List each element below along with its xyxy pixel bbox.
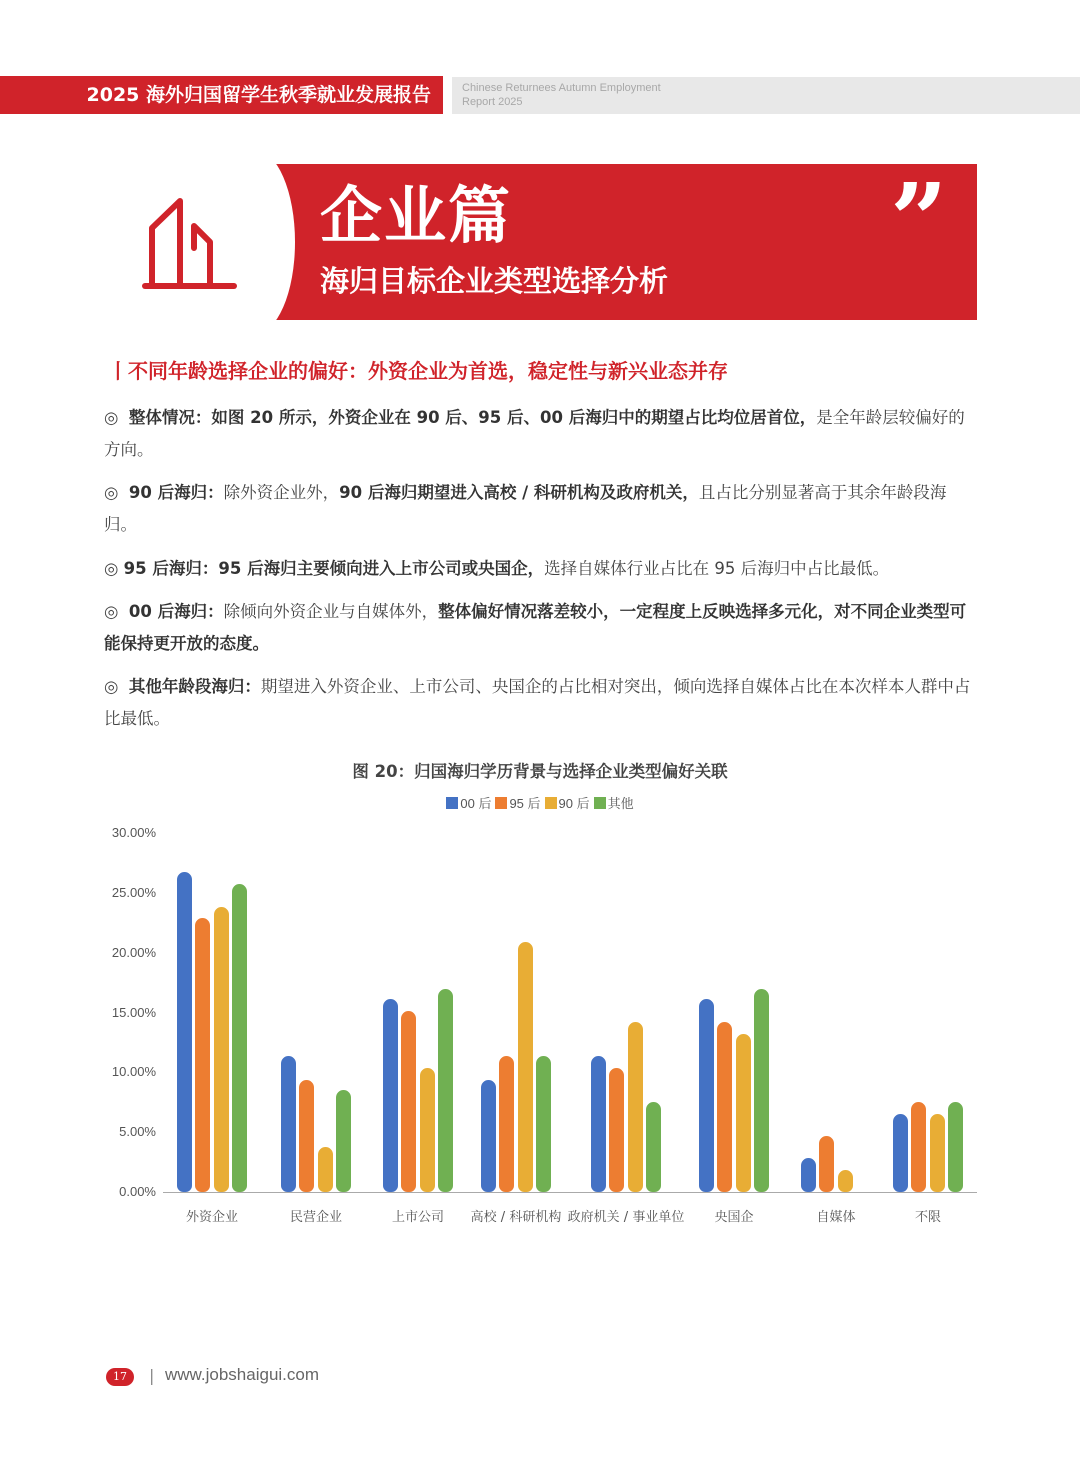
bar bbox=[736, 1034, 751, 1192]
chart-title: 图 20：归国海归学历背景与选择企业类型偏好关联 bbox=[352, 762, 728, 781]
bullet-icon: ◎ bbox=[104, 602, 119, 621]
chapter-title: 企业篇 bbox=[320, 179, 513, 252]
y-tick-label: 10.00% bbox=[111, 1064, 156, 1080]
bullet-icon: ◎ bbox=[104, 677, 119, 696]
report-title-en-line2: Report 2025 bbox=[462, 96, 523, 108]
legend-item bbox=[495, 796, 540, 811]
x-axis-line bbox=[163, 1192, 977, 1193]
bar bbox=[754, 989, 769, 1192]
paragraph-emphasis: 整体偏好情况落差较小，一定程度上反映选择多元化，对不同企业类型可能保持更开放的态度。 bbox=[104, 602, 967, 653]
building-icon bbox=[140, 198, 240, 293]
bar bbox=[948, 1102, 963, 1192]
x-tick-label: 外资企业 bbox=[185, 1210, 238, 1225]
report-title-bar bbox=[0, 76, 443, 114]
bar bbox=[438, 989, 453, 1192]
bar bbox=[299, 1080, 314, 1192]
x-tick-label: 央国企 bbox=[714, 1210, 754, 1225]
bar bbox=[930, 1114, 945, 1192]
legend-item bbox=[594, 796, 634, 811]
bar bbox=[281, 1056, 296, 1192]
bar bbox=[536, 1056, 551, 1192]
footer-website-link[interactable]: www.jobshaigui.com bbox=[165, 1365, 320, 1384]
y-tick-label: 20.00% bbox=[111, 944, 156, 960]
bar bbox=[195, 918, 210, 1192]
y-tick-label: 25.00% bbox=[111, 884, 156, 900]
legend-swatch bbox=[545, 797, 557, 809]
paragraph-90s bbox=[104, 477, 978, 541]
paragraph-lead: 整体情况： bbox=[128, 408, 212, 427]
paragraph-emphasis: 如图 20 所示，外资企业在 90 后、95 后、00 后海归中的期望占比均位居首位， bbox=[211, 408, 817, 427]
paragraph-others bbox=[104, 671, 978, 735]
bar bbox=[232, 884, 247, 1192]
x-tick-label: 政府机关 / 事业单位 bbox=[567, 1210, 685, 1225]
paragraph-text: 是全年龄层较偏好的方向。 bbox=[104, 408, 965, 459]
bar bbox=[499, 1056, 514, 1192]
legend-label: 90 后 bbox=[558, 796, 590, 811]
paragraph-lead: 95 后海归： bbox=[123, 559, 219, 578]
bar bbox=[893, 1114, 908, 1192]
x-tick-label: 民营企业 bbox=[289, 1210, 342, 1225]
paragraph-text: 选择自媒体行业占比在 95 后海归中占比最低。 bbox=[544, 559, 890, 578]
legend-item bbox=[545, 796, 590, 811]
bar bbox=[819, 1136, 834, 1192]
bar bbox=[518, 942, 533, 1192]
bar bbox=[420, 1068, 435, 1192]
y-tick-label: 0.00% bbox=[119, 1184, 156, 1199]
paragraph-lead: 90 后海归： bbox=[128, 483, 224, 502]
chart-legend bbox=[0, 793, 1080, 812]
bar bbox=[214, 907, 229, 1192]
legend-item bbox=[446, 796, 491, 811]
legend-label: 其他 bbox=[607, 796, 634, 811]
bar bbox=[628, 1022, 643, 1192]
legend-swatch bbox=[594, 797, 606, 809]
section-heading: 丨不同年龄选择企业的偏好：外资企业为首选，稳定性与新兴业态并存 bbox=[108, 359, 728, 383]
y-tick-label: 15.00% bbox=[111, 1004, 156, 1020]
bar bbox=[609, 1068, 624, 1192]
bar bbox=[481, 1080, 496, 1192]
bar bbox=[318, 1147, 333, 1192]
paragraph-95s bbox=[104, 553, 978, 585]
report-title-cn: 2025 海外归国留学生秋季就业发展报告 bbox=[86, 84, 431, 106]
bar bbox=[699, 999, 714, 1192]
paragraph-text: 期望进入外资企业、上市公司、央国企的占比相对突出，倾向选择自媒体占比在本次样本人群中占比最低。 bbox=[104, 677, 971, 728]
bar bbox=[717, 1022, 732, 1192]
paragraph-overall bbox=[104, 402, 978, 466]
bar bbox=[383, 999, 398, 1192]
footer-separator: | bbox=[149, 1366, 155, 1385]
x-tick-label: 不限 bbox=[914, 1210, 941, 1225]
bullet-icon: ◎ bbox=[104, 408, 119, 427]
report-title-en-bar bbox=[452, 77, 1080, 114]
x-tick-label: 自媒体 bbox=[816, 1210, 856, 1225]
x-tick-label: 高校 / 科研机构 bbox=[470, 1210, 562, 1225]
legend-swatch bbox=[446, 797, 458, 809]
paragraph-00s bbox=[104, 596, 978, 660]
quote-mark-icon: ” bbox=[890, 161, 948, 279]
legend-label: 00 后 bbox=[460, 796, 492, 811]
report-title-en-line1: Chinese Returnees Autumn Employment bbox=[462, 82, 661, 94]
legend-label: 95 后 bbox=[509, 796, 541, 811]
paragraph-emphasis: 90 后海归期望进入高校 / 科研机构及政府机关， bbox=[339, 483, 699, 502]
bar bbox=[801, 1158, 816, 1192]
bar bbox=[591, 1056, 606, 1192]
bar bbox=[646, 1102, 661, 1192]
chapter-subtitle: 海归目标企业类型选择分析 bbox=[320, 264, 669, 298]
bar bbox=[838, 1170, 853, 1192]
paragraph-text: 除外资企业外， bbox=[223, 483, 340, 502]
bullet-icon: ◎ bbox=[104, 559, 119, 578]
y-tick-label: 30.00% bbox=[111, 825, 156, 840]
x-tick-label: 上市公司 bbox=[391, 1210, 444, 1225]
bar bbox=[336, 1090, 351, 1192]
paragraph-text: 除倾向外资企业与自媒体外， bbox=[223, 602, 439, 621]
bar bbox=[911, 1102, 926, 1192]
y-tick-label: 5.00% bbox=[119, 1124, 156, 1140]
bullet-icon: ◎ bbox=[104, 483, 119, 502]
paragraph-emphasis: 95 后海归主要倾向进入上市公司或央国企， bbox=[218, 559, 545, 578]
legend-swatch bbox=[495, 797, 507, 809]
bar bbox=[401, 1011, 416, 1192]
paragraph-lead: 其他年龄段海归： bbox=[128, 677, 261, 696]
paragraph-lead: 00 后海归： bbox=[128, 602, 224, 621]
paragraph-text: 且占比分别显著高于其余年龄段海归。 bbox=[104, 483, 947, 534]
page-number-badge: 17 bbox=[106, 1368, 134, 1386]
bar bbox=[177, 872, 192, 1192]
